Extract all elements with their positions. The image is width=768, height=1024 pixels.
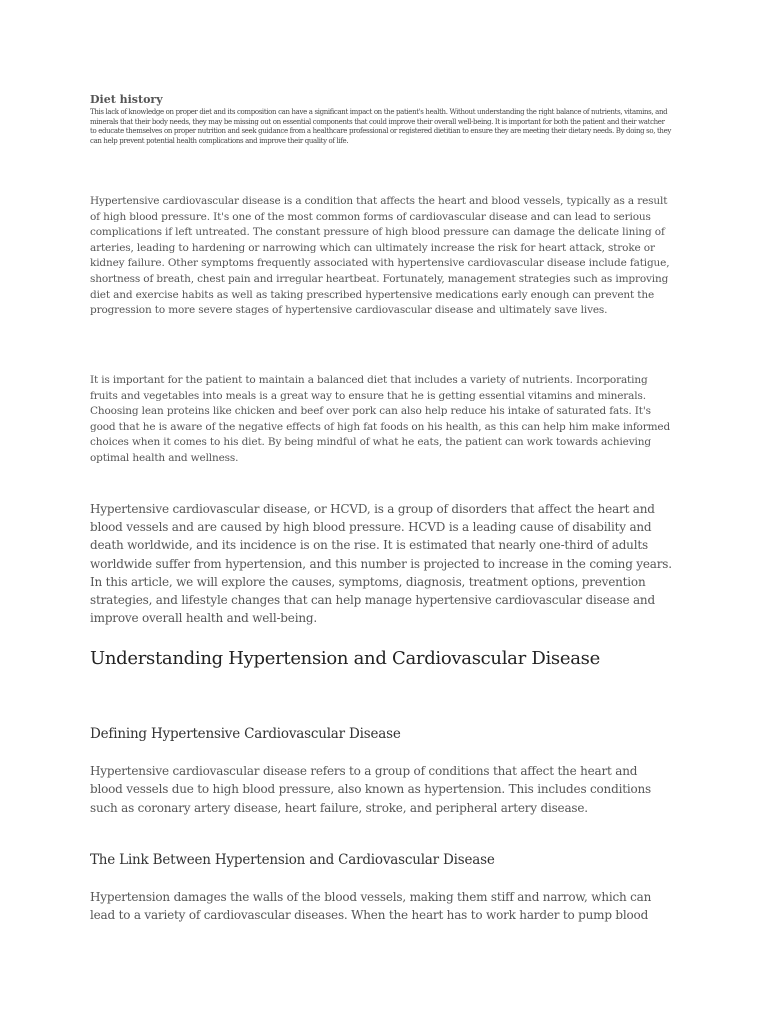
link-paragraph: Hypertension damages the walls of the blood vessels, making them stiff and narrow, which can lead to a variety of cardiovascular diseases. When the heart has to work harder to pump blood — [90, 890, 652, 923]
diet-history-title: Diet history — [90, 93, 163, 106]
defining-paragraph: Hypertensive cardiovascular disease refers to a group of conditions that affect the heart and blood vessels due to high blood pressure, also known as hypertension. This includes conditions such as coronary artery disease, heart failure, stroke, and peripheral artery disease. — [90, 764, 651, 815]
intro-paragraph: Hypertensive cardiovascular disease is a condition that affects the heart and blood vessels, typically as a result of high blood pressure. It's one of the most common forms of cardiovascular disease and can lead to serious complications if left untreated. The constant pressure of high blood pressure can damage the delicate lining of arteries, leading to hardening or narrowing which can ultimately increase the risk for heart attack, stroke or kidney failure. Other symptoms frequently associated with hypertensive cardiovascular disease include fatigue, shortness of breath, chest pain and irregular heartbeat. Fortunately, management strategies such as improving diet and exercise habits as well as taking prescribed hypertensive medications early enough can prevent the progression to more severe stages of hypertensive cardiovascular disease and ultimately save lives. — [90, 195, 670, 317]
hcvd-overview-paragraph: Hypertensive cardiovascular disease, or HCVD, is a group of disorders that affect the heart and blood vessels and are caused by high blood pressure. HCVD is a leading cause of disability and death worldwide, and its incidence is on the rise. It is estimated that nearly one-third of adults worldwide suffer from hypertension, and this number is projected to increase in the coming years. In this article, we will explore the causes, symptoms, diagnosis, treatment options, prevention strategies, and lifestyle changes that can help manage hypertensive cardiovascular disease and improve overall health and well-being. — [90, 502, 672, 626]
diet-paragraph: It is important for the patient to maintain a balanced diet that includes a variety of nutrients. Incorporating fruits and vegetables into meals is a great way to ensure that he is getting essential vitamins and minerals. Choosing lean proteins like chicken and beef over pork can also help reduce his intake of saturated fats. It's good that he is aware of the negative effects of high fat foods on his health, as this can help him make informed choices when it comes to his diet. By being mindful of what he eats, the patient can work towards achieving optimal health and wellness. — [90, 374, 671, 464]
subsection-heading-link: The Link Between Hypertension and Cardiovascular Disease — [90, 852, 495, 868]
section-heading: Understanding Hypertension and Cardiovascular Disease — [90, 648, 600, 669]
diet-history-text: This lack of knowledge on proper diet and its composition can have a significant impact on the patient's health. Without understanding the right balance of nutrients, vitamins, and minerals that their body needs, they may be missing out on essential components that could improve their overall well-being. It is important for both the patient and their watcher to educate themselves on proper nutrition and seek guidance from a healthcare professional or registered dietitian to ensure they are meeting their dietary needs. By doing so, they can help prevent potential health complications and improve their quality of life. — [90, 108, 671, 145]
subsection-heading-defining: Defining Hypertensive Cardiovascular Disease — [90, 726, 401, 742]
